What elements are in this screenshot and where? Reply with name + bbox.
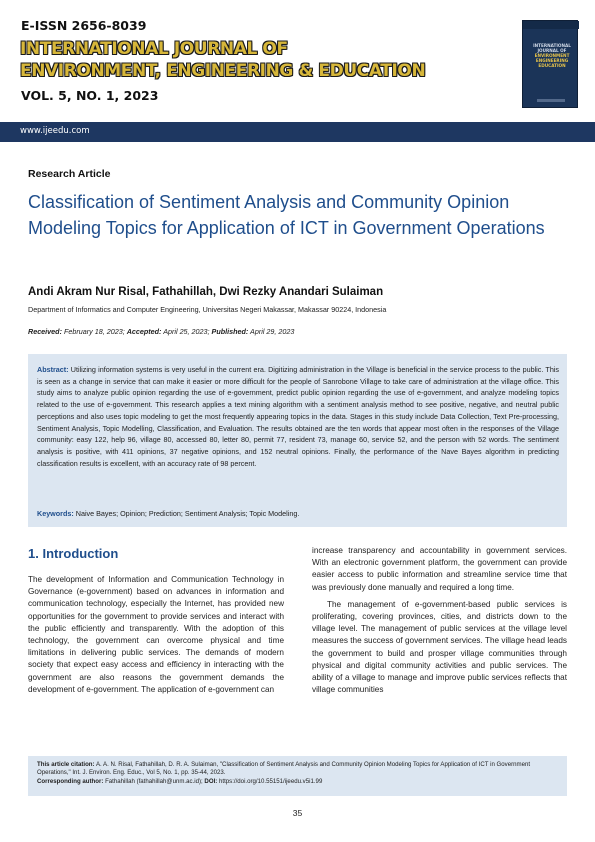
page-number: 35 [292,808,303,818]
journal-volume: VOL. 5, NO. 1, 2023 [21,88,159,103]
cover-title [528,43,576,68]
cover-top-strip [523,21,579,29]
accepted-label: Accepted: [126,327,162,336]
journal-title-line1: INTERNATIONAL JOURNAL OF [20,39,288,59]
intro-paragraph-1: The development of Information and Communication Technology in Governance (e-government) based on advances in information and communication technology, especially the Internet, has provided new opportunities for the government to provide services and interact with the public efficiently and transparently. With the adoption of this technology, the government can overcome physical and time limitations in delivering public services. The demands of modern society that expect easy access and efficiency in interacting with the government are also reasons the government demands the development of e-government. The application of e-government can [28,575,284,694]
journal-issn: E-ISSN 2656-8039 [21,18,147,33]
keywords-heading: Keywords: [37,509,74,518]
keywords [37,509,559,518]
intro-right-column [312,545,567,696]
cover-title-line4: EDUCATION [538,63,566,68]
received-label: Received: [28,327,62,336]
keywords-text: Naive Bayes; Opinion; Prediction; Sentiment Analysis; Topic Modeling. [75,509,300,518]
article-type-label: Research Article [28,168,111,180]
abstract-text: Utilizing information systems is very useful in the current era. Digitizing administration in the Village is beneficial in the service process to the public. This is seen as a change in service that can make it easier or more difficult for the people of Sanrobone Village to take care of administration at the village office. This study aims to analyze public opinion regarding the use of e-government, predict public opinion regarding the use of e-government, and analyze modeling topics related to the use of e-government. This research applies a text mining algorithm with a sentiment analysis method to see positive, negative, and neutral public perceptions and also uses topic modeling to get the most frequently appearing topics in the data. Stages in this study include Data Collection, Text Pre-processing, Sentiment Analysis, Topic Modelling, Classification, and Evaluation. The results obtained are the ten words that appear most often in the responses of the Village community: easy 122, help 96, village 80, accessed 80, letter 80, permit 77, resident 73, manage 60, service 52, and the person with 52 words. The sentiment analysis is positive, with 411 opinions, 37 negative opinions, and 152 neutral opinions. Finally, the performance of the Nave Bayes algorithm in predicting classification results is excellent, with an accuracy rate of 98 percent. [37,365,560,468]
accepted-date: April 25, 2023; [163,327,210,336]
cover-footer-strip [537,99,565,102]
site-url-link[interactable]: www.ijeedu.com [20,126,90,136]
journal-title-line2: ENVIRONMENT, ENGINEERING & EDUCATION [20,61,426,81]
article-authors: Andi Akram Nur Risal, Fathahillah, Dwi Rezky Anandari Sulaiman [28,286,384,298]
intro-left-column [28,574,284,696]
journal-title [20,38,460,82]
journal-cover-image [522,20,578,108]
article-affiliation: Department of Informatics and Computer Engineering, Universitas Negeri Makassar, Makassar 90224, Indonesia [28,305,387,314]
intro-paragraph-2: The management of e-government-based public services is proliferating, covering provinces, cities, and districts down to the village level. The management of public services at the village level measures the success of government services. The village head leads the government to build and prosper village communities through physical and digital community activities and public services. The ability of a village to manage and improve public services reflects that village communities [312,599,567,695]
article-dates [28,327,294,336]
citation-footer [37,761,559,786]
section-heading-introduction: 1. Introduction [28,546,119,561]
published-date: April 29, 2023 [250,327,295,336]
abstract-heading: Abstract: [37,365,69,374]
corresponding-label: Corresponding author: [37,777,104,785]
citation-label: This article citation: [37,761,95,768]
cover-title-line2: ENVIRONMENT [534,53,570,58]
received-date: February 18, 2023; [63,327,125,336]
abstract [37,364,559,469]
intro-paragraph-1-continued: increase transparency and accountability in government services. With an electronic government platform, the government can provide easier access to public information and streamline service time that was previously done manually and required a long time. [312,546,567,592]
article-title: Classification of Sentiment Analysis and Community Opinion Modeling Topics for Application of ICT in Government Operations [28,192,545,238]
citation-text: A. A. N. Risal, Fathahillah, D. R. A. Sulaiman, "Classification of Sentiment Analysis and Community Opinion Modeling Topics for Application of ICT in Government Operations," Int. J. Environ. Eng. Educ., Vol 5, No. 1, pp. 35-44, 2023. [37,761,531,777]
doi-link[interactable]: https://doi.org/10.55151/ijeedu.v5i1.99 [219,777,323,785]
doi-label: DOI: [204,777,218,785]
corresponding-author[interactable]: Fathahillah (fathahillah@unm.ac.id); [105,777,203,785]
cover-title-line1: INTERNATIONAL JOURNAL OF [533,43,571,53]
published-label: Published: [211,327,249,336]
cover-title-line3: ENGINEERING [535,58,569,63]
